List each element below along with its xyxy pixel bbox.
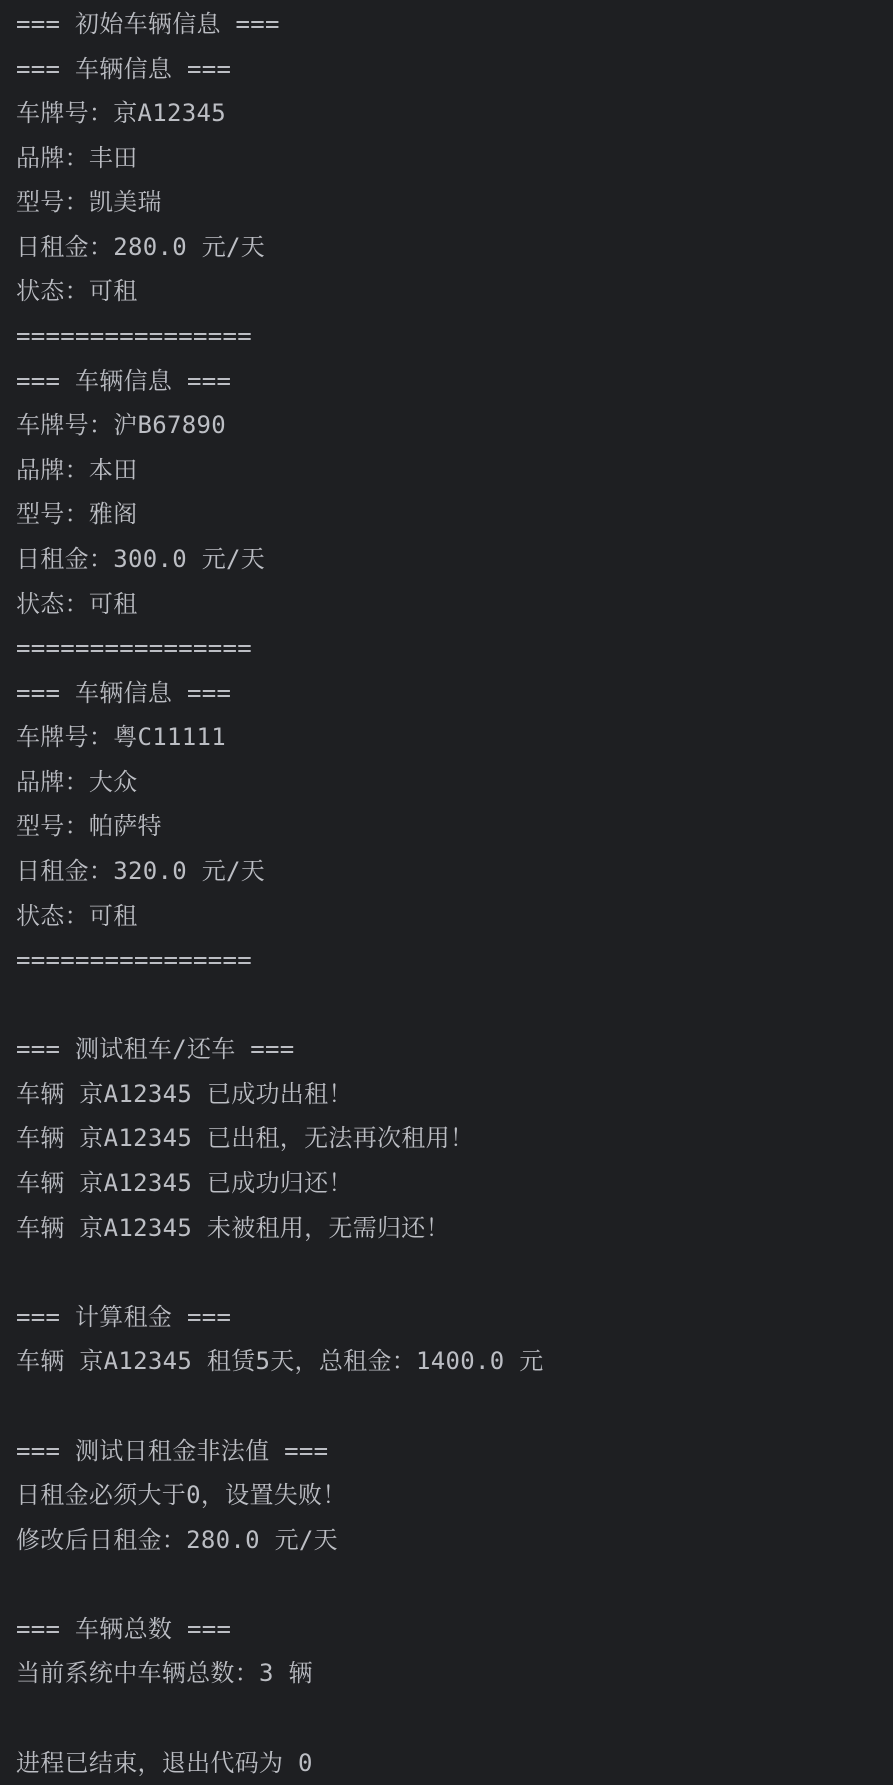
console-line: === 车辆信息 ===: [16, 678, 232, 707]
console-line: 车牌号：沪B67890: [16, 411, 226, 440]
console-line-separator: ================: [16, 634, 252, 663]
console-line-separator: ================: [16, 946, 252, 975]
console-line: === 计算租金 ===: [16, 1302, 232, 1331]
console-line: === 测试租车/还车 ===: [16, 1035, 295, 1064]
console-line-separator: ================: [16, 322, 252, 351]
console-line: 日租金必须大于0，设置失败！: [16, 1481, 347, 1510]
console-line-blank: [16, 1384, 883, 1429]
console-line: 修改后日租金：280.0 元/天: [16, 1525, 338, 1554]
console-line: 车辆 京A12345 已成功出租！: [16, 1079, 353, 1108]
console-line: 车牌号：粤C11111: [16, 723, 226, 752]
console-line: 车辆 京A12345 未被租用，无需归还！: [16, 1213, 450, 1242]
console-line: 品牌：大众: [16, 767, 138, 796]
console-line: 品牌：丰田: [16, 143, 138, 172]
console-line: === 测试日租金非法值 ===: [16, 1436, 329, 1465]
console-line: 日租金：320.0 元/天: [16, 856, 266, 885]
console-line: 日租金：280.0 元/天: [16, 232, 266, 261]
console-line-blank: [16, 1696, 883, 1741]
console-line: === 车辆信息 ===: [16, 366, 232, 395]
console-line: 型号：雅阁: [16, 500, 138, 529]
console-line: 型号：凯美瑞: [16, 188, 162, 217]
console-line: 车辆 京A12345 已成功归还！: [16, 1169, 353, 1198]
console-line: 状态：可租: [16, 277, 138, 306]
console-line-blank: [16, 1250, 883, 1295]
console-line-blank: [16, 1562, 883, 1607]
console-line-blank: [16, 983, 883, 1028]
console-line: 型号：帕萨特: [16, 812, 162, 841]
console-line: 当前系统中车辆总数：3 辆: [16, 1659, 313, 1688]
console-line: 状态：可租: [16, 901, 138, 930]
console-line: 车牌号：京A12345: [16, 99, 226, 128]
console-line: 车辆 京A12345 租赁5天，总租金：1400.0 元: [16, 1347, 544, 1376]
console-line: === 初始车辆信息 ===: [16, 10, 280, 38]
console-line: 品牌：本田: [16, 455, 138, 484]
console-line: 车辆 京A12345 已出租，无法再次租用！: [16, 1124, 475, 1153]
console-line: === 车辆总数 ===: [16, 1614, 232, 1643]
console-line: 日租金：300.0 元/天: [16, 544, 266, 573]
console-line: 状态：可租: [16, 589, 138, 618]
console-line-exit-status: 进程已结束，退出代码为 0: [16, 1748, 313, 1777]
console-line: === 车辆信息 ===: [16, 54, 232, 83]
